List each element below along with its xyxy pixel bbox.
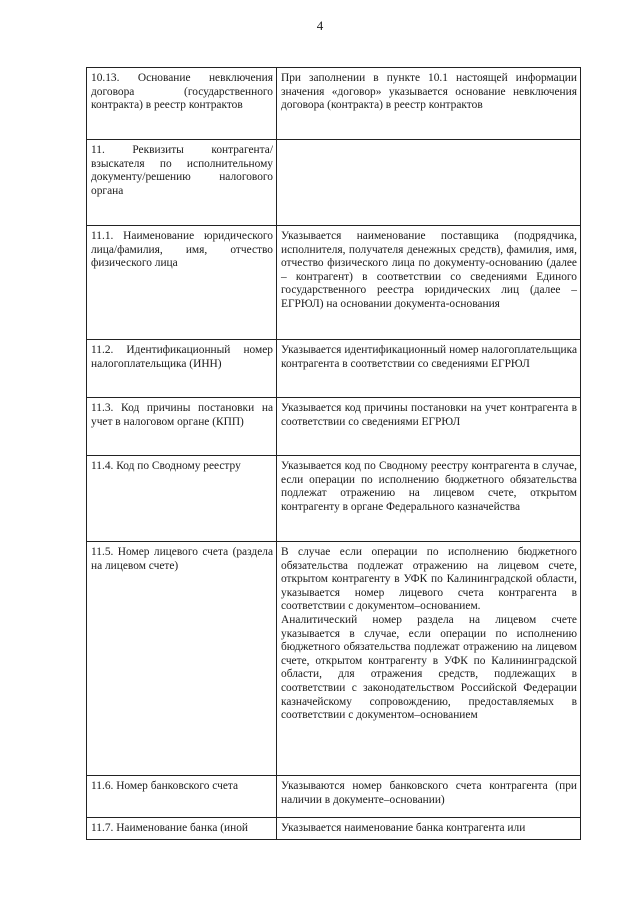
field-description: При заполнении в пункте 10.1 настоящей информации значения «договор» указывается основание невключения договора (контракта) в реестр контрактов <box>281 72 577 112</box>
field-description-cell <box>277 818 581 840</box>
field-name: 11.6. Номер банковского счета <box>91 780 239 792</box>
table-row <box>87 456 581 542</box>
field-description-cell <box>277 398 581 456</box>
field-name-cell <box>87 340 277 398</box>
field-name: 11.2. Идентификационный номер налогоплательщика (ИНН) <box>91 344 273 370</box>
page-number: 4 <box>316 18 324 33</box>
field-name: 11.3. Код причины постановки на учет в налоговом органе (КПП) <box>91 402 273 428</box>
table-row <box>87 398 581 456</box>
field-description-cell <box>277 226 581 340</box>
field-description-cell <box>277 340 581 398</box>
field-description: Указывается наименование банка контрагента или <box>281 822 526 834</box>
table-row <box>87 776 581 818</box>
field-name-cell <box>87 542 277 776</box>
field-description-cell <box>277 456 581 542</box>
field-name: 11. Реквизиты контрагента/взыскателя по исполнительному документу/решению налогового органа <box>91 144 273 197</box>
field-description: Указывается наименование поставщика (подрядчика, исполнителя, получателя денежных средств), фамилия, имя, отчество физического лица по документу-основанию (далее – контрагент) в соответствии со сведениями Единого государственного реестра юридических лиц (далее – ЕГРЮЛ) на основании документа-основания <box>281 230 577 310</box>
field-description: Аналитический номер раздела на лицевом счете указывается в случае, если операции по исполнению бюджетного обязательства подлежат отражению на лицевом счете, открытом контрагенту в УФК по Калининградской области, для отражения средств, подлежащих в соответствии с законодательством Российской Федерации казначейскому сопровождению, предоставляемых в соответствии с документом–основанием <box>281 613 577 722</box>
field-name-cell <box>87 398 277 456</box>
table-row <box>87 140 581 226</box>
field-description: Указывается идентификационный номер налогоплательщика контрагента в соответствии со сведениями ЕГРЮЛ <box>281 344 577 370</box>
field-description: В случае если операции по исполнению бюджетного обязательства подлежат отражению на лицевом счете, открытом контрагенту в УФК по Калининградской области, указывается номер лицевого счета контрагента в соответствии с документом–основанием. <box>281 546 577 613</box>
field-name: 11.1. Наименование юридического лица/фамилия, имя, отчество физического лица <box>91 230 273 270</box>
field-description-cell <box>277 68 581 140</box>
table-row <box>87 226 581 340</box>
field-description-cell <box>277 542 581 776</box>
field-name: 11.5. Номер лицевого счета (раздела на лицевом счете) <box>91 546 273 572</box>
field-name-cell <box>87 140 277 226</box>
field-description-cell <box>277 140 581 226</box>
field-name: 11.4. Код по Сводному реестру <box>91 460 241 472</box>
field-description: Указывается код по Сводному реестру контрагента в случае, если операции по исполнению бюджетного обязательства подлежат отражению на лицевом счете, открытом контрагенту в органе Федерального казначейства <box>281 460 577 513</box>
field-description-cell <box>277 776 581 818</box>
field-name-cell <box>87 68 277 140</box>
field-name: 10.13. Основание невключения договора (государственного контракта) в реестр контрактов <box>91 72 273 112</box>
table-row <box>87 818 581 840</box>
field-name: 11.7. Наименование банка (иной <box>91 822 249 834</box>
table-row <box>87 340 581 398</box>
requisites-table <box>86 67 581 840</box>
field-name-cell <box>87 456 277 542</box>
field-name-cell <box>87 818 277 840</box>
table-row <box>87 542 581 776</box>
field-description: Указываются номер банковского счета контрагента (при наличии в документе–основании) <box>281 780 577 806</box>
table-row <box>87 68 581 140</box>
field-name-cell <box>87 226 277 340</box>
field-description: Указывается код причины постановки на учет контрагента в соответствии со сведениями ЕГРЮЛ <box>281 402 577 428</box>
field-name-cell <box>87 776 277 818</box>
